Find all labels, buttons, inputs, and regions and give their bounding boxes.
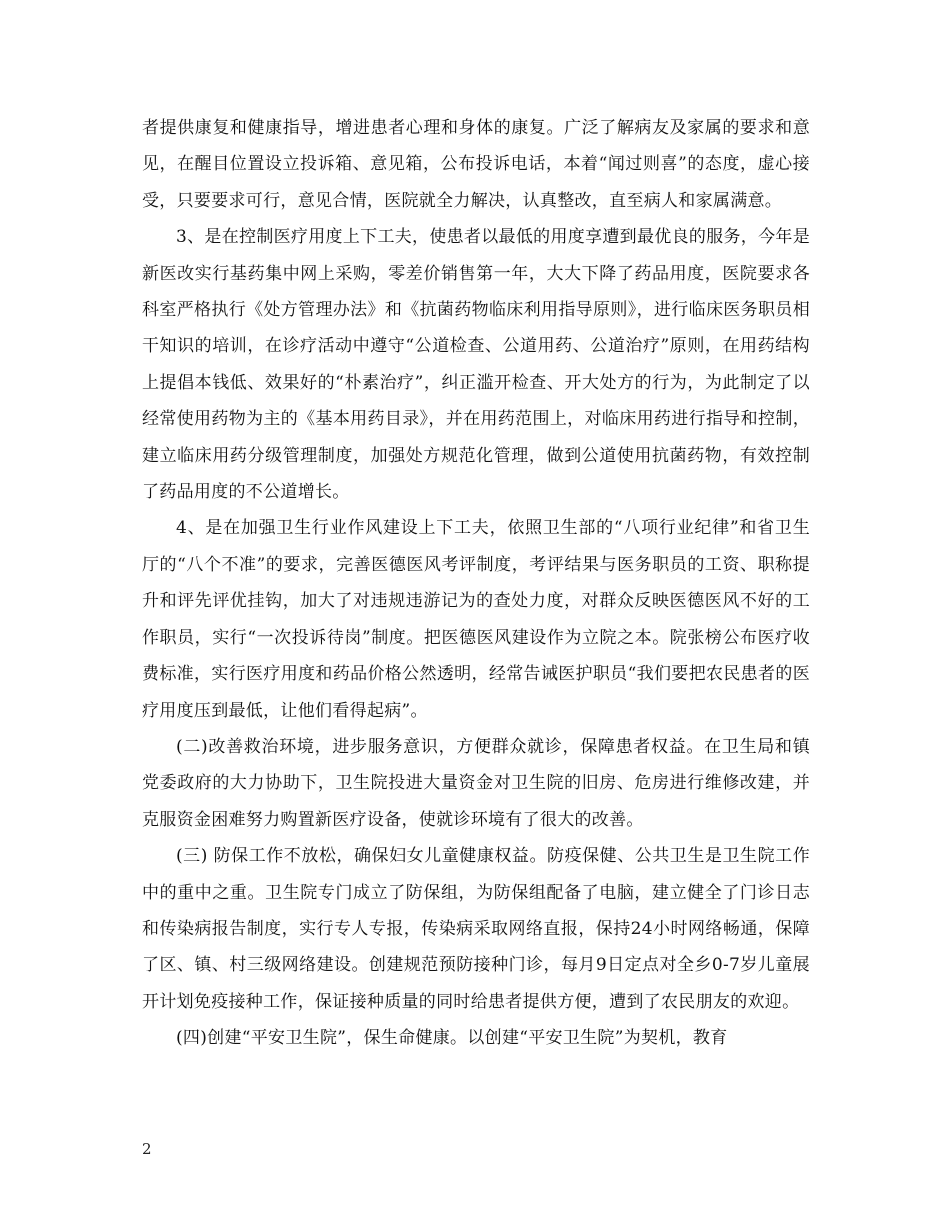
paragraph-3: 4、是在加强卫生行业作风建设上下工夫，依照卫生部的“八项行业纪律”和省卫生厅的“八个不准”的要求，完善医德医风考评制度，考评结果与医务职员的工资、职称提升和评先评优挂钩，加大了对违规违游记为的查处力度，对群众反映医德医风不好的工作职员，实行“一次投诉待岗”制度。把医德医风建设作为立院之本。院张榜公布医疗收费标准，实行医疗用度和药品价格公然透明，经常告诫医护职员“我们要把农民患者的医疗用度压到最低，让他们看得起病”。 bbox=[142, 518, 810, 721]
document-body bbox=[142, 110, 810, 1057]
paragraph-6: (四)创建“平安卫生院”，保生命健康。以创建“平安卫生院”为契机，教育 bbox=[176, 1028, 728, 1049]
page-number: 2 bbox=[142, 1140, 152, 1158]
paragraph-5: (三) 防保工作不放松，确保妇女儿童健康权益。防疫保健、公共卫生是卫生院工作中的重中之重。卫生院专门成立了防保组，为防保组配备了电脑，建立健全了门诊日志和传染病报告制度，实行专人专报，传染病采取网络直报，保持24小时网络畅通，保障了区、镇、村三级网络建设。创建规范预防接种门诊，每月9日定点对全乡0-7岁儿童展开计划免疫接种工作，保证接种质量的同时给患者提供方便，遭到了农民朋友的欢迎。 bbox=[142, 846, 810, 1012]
paragraph-1: 者提供康复和健康指导，增进患者心理和身体的康复。广泛了解病友及家属的要求和意见，在醒目位置设立投诉箱、意见箱，公布投诉电话，本着“闻过则喜”的态度，虚心接受，只要要求可行，意见合情，医院就全力解决，认真整改，直至病人和家属满意。 bbox=[142, 118, 810, 211]
paragraph-4: (二)改善救治环境，进步服务意识，方便群众就诊，保障患者权益。在卫生局和镇党委政府的大力协助下，卫生院投进大量资金对卫生院的旧房、危房进行维修改建，并克服资金困难努力购置新医疗设备，使就诊环境有了很大的改善。 bbox=[142, 736, 810, 830]
paragraph-2: 3、是在控制医疗用度上下工夫，使患者以最低的用度享遭到最优良的服务，今年是新医改实行基药集中网上采购，零差价销售第一年，大大下降了药品用度，医院要求各科室严格执行《处方管理办法》和《抗菌药物临床利用指导原则》，进行临床医务职员相干知识的培训，在诊疗活动中遵守“公道检查、公道用药、公道治疗”原则，在用药结构上提倡本钱低、效果好的“朴素治疗”，纠正滥开检查、开大处方的行为，为此制定了以经常使用药物为主的《基本用药目录》，并在用药范围上，对临床用药进行指导和控制，建立临床用药分级管理制度，加强处方规范化管理，做到公道使用抗菌药物，有效控制了药品用度的不公道增长。 bbox=[142, 227, 810, 503]
